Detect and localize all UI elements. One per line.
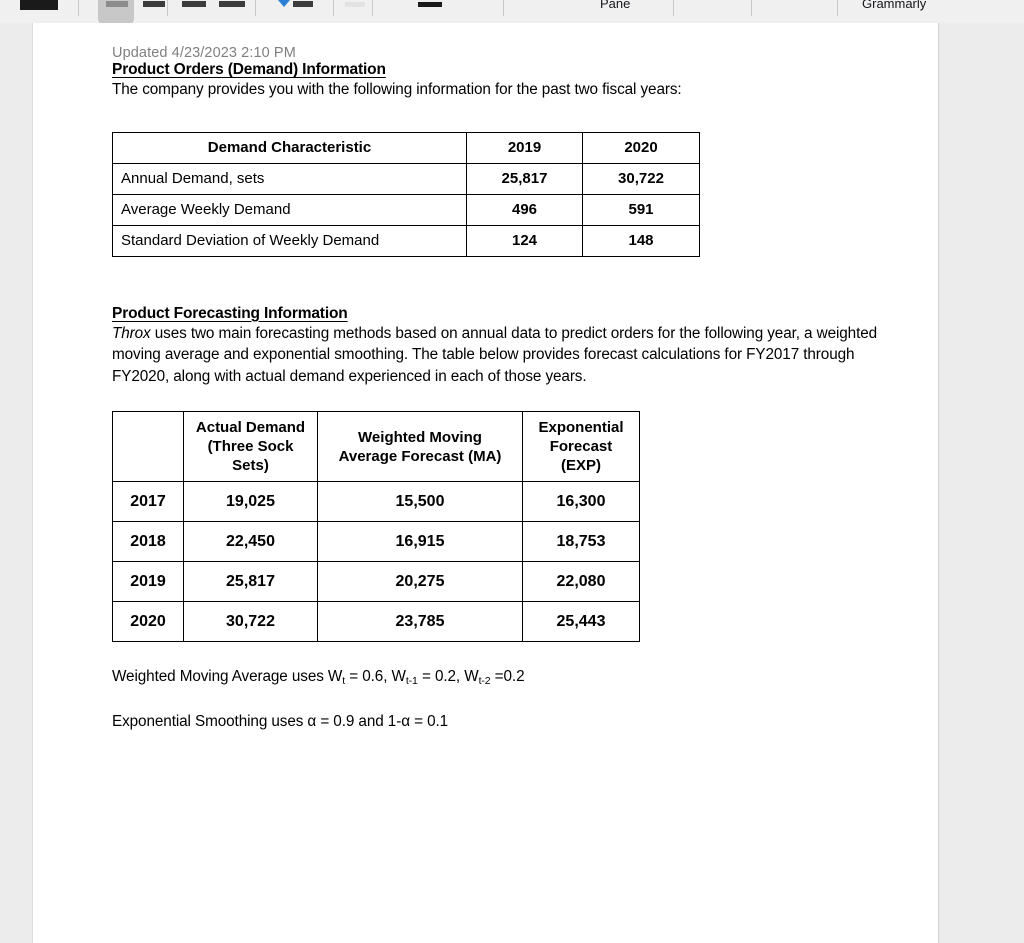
chevron-down-icon[interactable] bbox=[278, 0, 290, 7]
header-2020: 2020 bbox=[583, 132, 700, 163]
header-line: Forecast bbox=[549, 438, 613, 455]
table-row bbox=[113, 562, 640, 602]
table-row bbox=[113, 522, 640, 562]
list-icon[interactable] bbox=[293, 1, 313, 7]
cell-label: Annual Demand, sets bbox=[113, 163, 467, 194]
subscript-t-minus-2: t-2 bbox=[478, 674, 491, 687]
pane-label[interactable]: Pane bbox=[600, 0, 631, 11]
paragraph-product-orders-intro: The company provides you with the following information for the past two fiscal years: bbox=[112, 81, 682, 98]
table-row bbox=[113, 482, 640, 522]
header-line: (Three Sock bbox=[207, 438, 294, 455]
formula-part: Weighted Moving Average uses W bbox=[112, 668, 343, 685]
align-icon-4[interactable] bbox=[219, 1, 245, 7]
demand-characteristics-table bbox=[112, 132, 700, 257]
toolbar-separator-7 bbox=[751, 0, 752, 16]
cell-actual: 22,450 bbox=[184, 522, 318, 562]
table-header-row bbox=[113, 132, 700, 163]
filled-rect-icon[interactable] bbox=[20, 0, 58, 10]
cell-ma: 16,915 bbox=[318, 522, 523, 562]
header-line: Exponential bbox=[538, 419, 624, 436]
header-exponential-forecast bbox=[523, 412, 640, 482]
subscript-t: t bbox=[342, 674, 346, 687]
formula-exponential-smoothing: Exponential Smoothing uses α = 0.9 and 1-α = 0.1 bbox=[112, 713, 449, 730]
cell-2019: 25,817 bbox=[467, 163, 583, 194]
header-actual-demand bbox=[184, 412, 318, 482]
toolbar-separator-8 bbox=[837, 0, 838, 16]
header-year-blank bbox=[113, 412, 184, 482]
paragraph-rest: uses two main forecasting methods based on annual data to predict orders for the following year, a weighted moving average and exponential smoothing. The table below provides forecast calculations for FY2017 through FY2020, along with actual demand experienced in each of those years. bbox=[112, 324, 878, 385]
cell-ma: 15,500 bbox=[318, 482, 523, 522]
toolbar-separator-3 bbox=[333, 0, 334, 16]
table-row bbox=[113, 225, 700, 256]
align-icon-3[interactable] bbox=[182, 1, 206, 7]
table-header-row bbox=[113, 412, 640, 482]
header-demand-characteristic: Demand Characteristic bbox=[113, 132, 467, 163]
header-line: Weighted Moving bbox=[358, 428, 482, 446]
table-row bbox=[113, 163, 700, 194]
toolbar-separator-4 bbox=[372, 0, 373, 16]
cell-exp: 16,300 bbox=[523, 482, 640, 522]
subscript-t-minus-1: t-1 bbox=[405, 674, 418, 687]
align-icon-2[interactable] bbox=[143, 1, 165, 7]
cell-year: 2018 bbox=[113, 522, 184, 562]
toolbar-separator-1 bbox=[167, 0, 168, 16]
cell-2020: 30,722 bbox=[583, 163, 700, 194]
application-toolbar bbox=[0, 0, 1024, 24]
formula-part: = 0.2, W bbox=[417, 668, 479, 685]
cell-exp: 18,753 bbox=[523, 522, 640, 562]
heading-product-orders: Product Orders (Demand) Information bbox=[112, 61, 386, 78]
cell-ma: 23,785 bbox=[318, 602, 523, 642]
table-row bbox=[113, 602, 640, 642]
document-page bbox=[32, 23, 939, 943]
cell-exp: 25,443 bbox=[523, 602, 640, 642]
cell-label: Standard Deviation of Weekly Demand bbox=[113, 225, 467, 256]
updated-timestamp: Updated 4/23/2023 2:10 PM bbox=[112, 45, 296, 61]
align-icon-1[interactable] bbox=[106, 1, 128, 7]
cell-actual: 30,722 bbox=[184, 602, 318, 642]
toolbar-separator-5 bbox=[503, 0, 504, 16]
paragraph-product-forecasting-intro bbox=[112, 323, 902, 388]
toolbar-separator-6 bbox=[673, 0, 674, 16]
heading-product-forecasting: Product Forecasting Information bbox=[112, 304, 348, 322]
toolbar-separator-0 bbox=[78, 0, 79, 16]
header-weighted-moving-average bbox=[318, 412, 523, 482]
cell-year: 2020 bbox=[113, 602, 184, 642]
cell-2020: 591 bbox=[583, 194, 700, 225]
header-line: Average Forecast (MA) bbox=[338, 447, 502, 465]
company-name-italic: Throx bbox=[112, 324, 151, 342]
forecast-calculations-table bbox=[112, 411, 640, 642]
cell-actual: 19,025 bbox=[184, 482, 318, 522]
header-2019: 2019 bbox=[467, 132, 583, 163]
cell-actual: 25,817 bbox=[184, 562, 318, 602]
cell-2019: 496 bbox=[467, 194, 583, 225]
cell-label: Average Weekly Demand bbox=[113, 194, 467, 225]
formula-part: =0.2 bbox=[490, 668, 525, 685]
header-line: Sets) bbox=[232, 457, 269, 474]
formula-weighted-moving-average bbox=[112, 668, 902, 686]
document-scroll-area[interactable] bbox=[0, 23, 1024, 943]
horizontal-rule-icon[interactable] bbox=[418, 2, 442, 7]
formula-part: = 0.6, W bbox=[345, 668, 406, 685]
header-line: (EXP) bbox=[560, 457, 601, 474]
header-line: Actual Demand bbox=[195, 419, 306, 436]
cell-2020: 148 bbox=[583, 225, 700, 256]
table-row bbox=[113, 194, 700, 225]
cell-ma: 20,275 bbox=[318, 562, 523, 602]
cell-exp: 22,080 bbox=[523, 562, 640, 602]
grammarly-label[interactable]: Grammarly bbox=[862, 0, 927, 11]
cell-year: 2017 bbox=[113, 482, 184, 522]
document-body bbox=[112, 23, 902, 731]
toolbar-separator-2 bbox=[255, 0, 256, 16]
cell-2019: 124 bbox=[467, 225, 583, 256]
blank-button-icon[interactable] bbox=[345, 2, 365, 7]
cell-year: 2019 bbox=[113, 562, 184, 602]
